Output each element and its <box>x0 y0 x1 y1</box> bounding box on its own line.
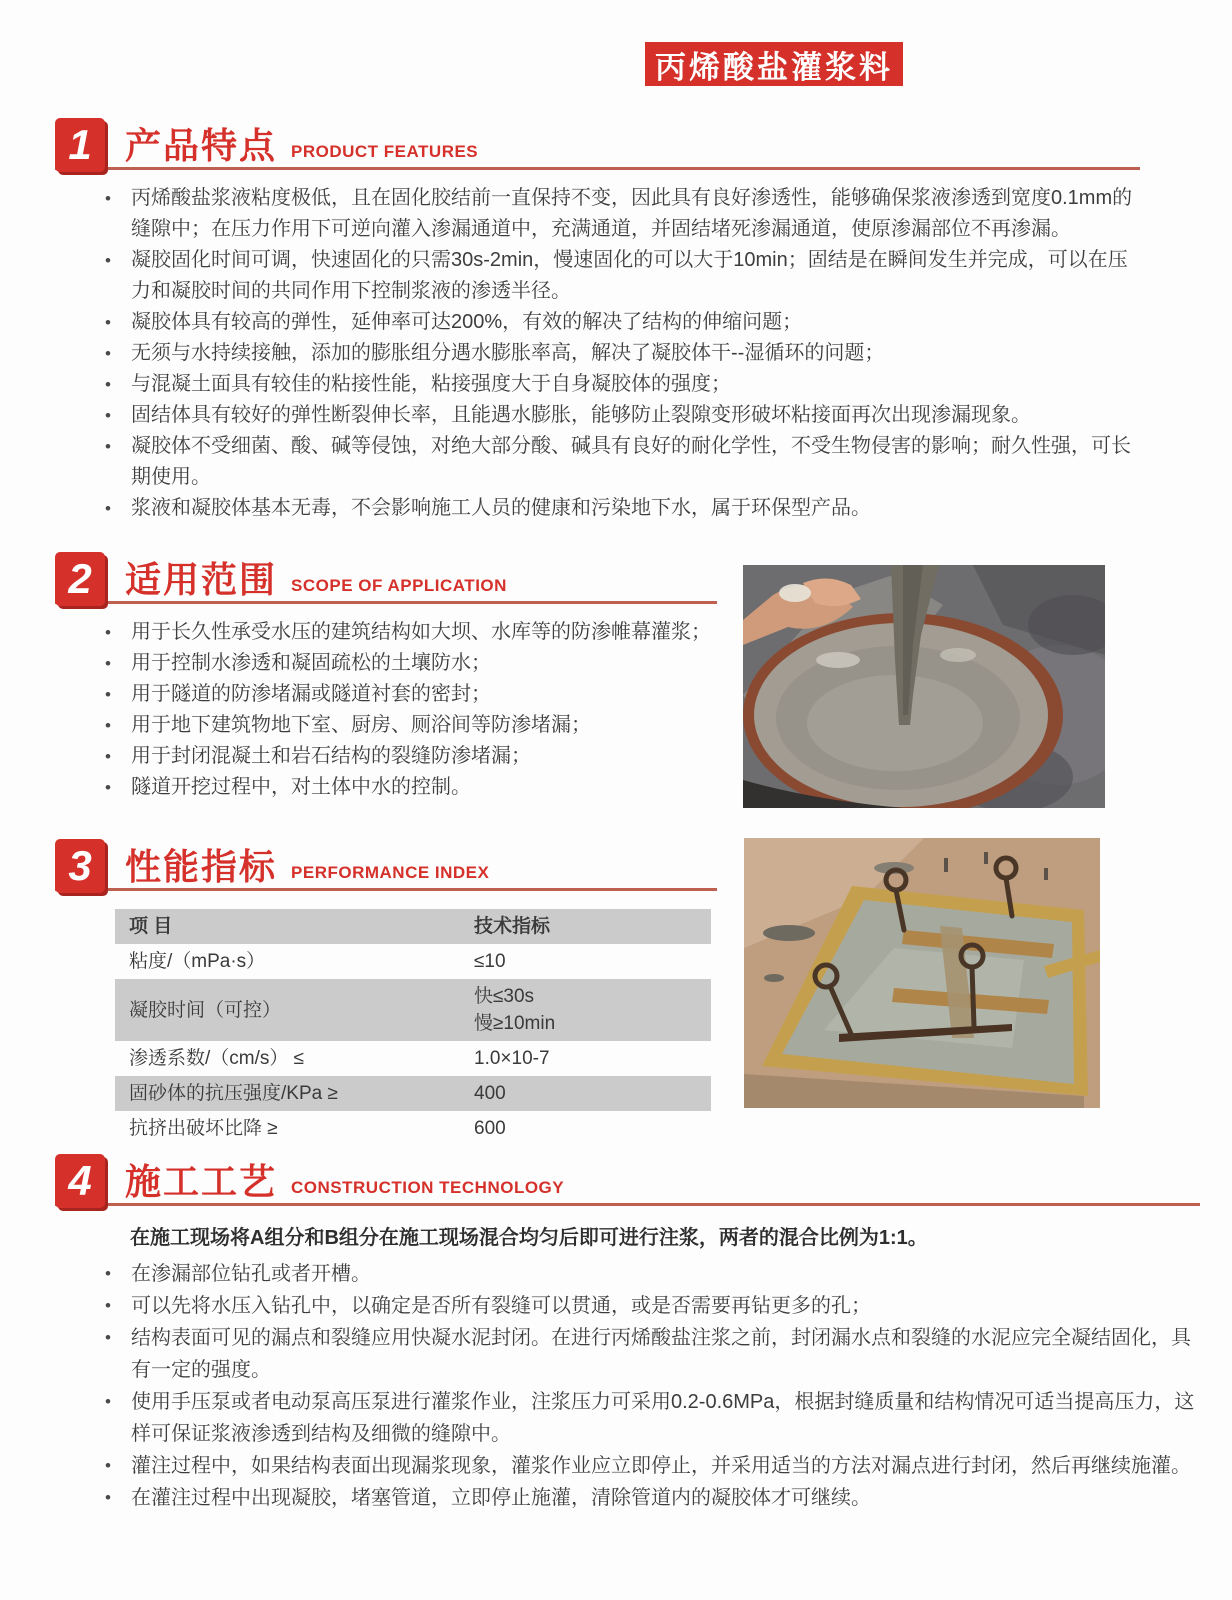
application-scope-list <box>55 617 717 803</box>
list-item <box>105 400 1140 431</box>
section1-title: 产品特点 <box>125 125 278 166</box>
table-cell: 渗透系数/（cm/s） ≤ <box>129 1048 305 1069</box>
bullet-icon: • <box>105 778 111 797</box>
bullet-text: 在灌注过程中出现凝胶，堵塞管道，立即停止施灌，清除管道内的凝胶体才可继续。 <box>131 1487 871 1509</box>
concrete-formwork-photo <box>744 838 1100 1108</box>
list-item <box>105 493 1140 524</box>
section3-title: 性能指标 <box>125 846 278 887</box>
list-item <box>105 369 1140 400</box>
list-item <box>105 1258 1200 1290</box>
bullet-icon: • <box>105 623 111 642</box>
list-item <box>105 307 1140 338</box>
bullet-text: 无须与水持续接触，添加的膨胀组分遇水膨胀率高，解决了凝胶体干--湿循环的问题； <box>131 342 885 364</box>
section-number: 1 <box>68 121 92 168</box>
table-cell: 凝胶时间（可控） <box>129 999 282 1021</box>
list-item <box>105 183 1140 245</box>
bullet-text: 用于隧道的防渗堵漏或隧道衬套的密封； <box>131 683 491 705</box>
table-cell: 技术指标 <box>474 916 551 937</box>
section-construction-technology <box>55 1154 1200 1514</box>
section1-header <box>55 118 1140 170</box>
concrete-formwork-illustration <box>744 838 1100 1108</box>
bullet-icon: • <box>105 685 111 704</box>
bullet-icon: • <box>105 375 111 394</box>
bullet-icon: • <box>105 344 111 363</box>
bullet-icon: • <box>105 747 111 766</box>
bullet-icon: • <box>105 406 111 425</box>
bullet-text: 浆液和凝胶体基本无毒，不会影响施工人员的健康和污染地下水，属于环保型产品。 <box>131 497 871 519</box>
list-item <box>105 431 1140 493</box>
section4-title: 施工工艺 <box>125 1161 278 1202</box>
bullet-text: 用于地下建筑物地下室、厨房、厕浴间等防渗堵漏； <box>131 714 591 736</box>
list-item <box>105 338 1140 369</box>
bullet-icon: • <box>105 499 111 518</box>
bullet-text: 与混凝土面具有较佳的粘接性能，粘接强度大于自身凝胶体的强度； <box>131 373 731 395</box>
table-cell: 400 <box>474 1083 506 1104</box>
table-cell: 1.0×10-7 <box>474 1048 550 1069</box>
section-number: 3 <box>68 842 92 889</box>
bullet-icon: • <box>105 1456 111 1475</box>
section-performance-index <box>55 839 717 1146</box>
bullet-icon: • <box>105 1392 111 1411</box>
bullet-icon: • <box>105 1488 111 1507</box>
bullet-icon: • <box>105 1328 111 1347</box>
table-cell: ≤10 <box>474 951 506 972</box>
section2-number-badge <box>55 552 105 606</box>
product-title: 丙烯酸盐灌浆料 <box>655 49 893 85</box>
table-row <box>115 979 711 1041</box>
list-item <box>105 648 717 679</box>
bullet-icon: • <box>105 716 111 735</box>
section-scope-of-application <box>55 552 717 803</box>
bullet-icon: • <box>105 251 111 270</box>
bullet-text: 使用手压泵或者电动泵高压泵进行灌浆作业，注浆压力可采用0.2-0.6MPa，根据封缝质量和结构情况可适当提高压力，这样可保证浆液渗透到结构及细微的缝隙中。 <box>131 1391 1195 1445</box>
table-row <box>115 1041 711 1076</box>
list-item <box>105 741 717 772</box>
product-features-list <box>55 183 1140 524</box>
bullet-text: 可以先将水压入钻孔中，以确定是否所有裂缝可以贯通，或是否需要再钻更多的孔； <box>131 1295 871 1317</box>
bullet-text: 凝胶体具有较高的弹性，延伸率可达200%，有效的解决了结构的伸缩问题； <box>131 311 803 333</box>
bullet-icon: • <box>105 189 111 208</box>
list-item <box>105 1450 1200 1482</box>
section3-number-badge <box>55 839 105 893</box>
grout-mixing-photo <box>743 565 1105 808</box>
performance-index-table <box>115 909 711 1146</box>
section4-number-badge <box>55 1154 105 1208</box>
bullet-text: 丙烯酸盐浆液粘度极低，且在固化胶结前一直保持不变，因此具有良好渗透性，能够确保浆液渗透到宽度0.1mm的缝隙中；在压力作用下可逆向灌入渗漏通道中，充满通道，并固结堵死渗漏通道，使原渗漏部位不再渗漏。 <box>131 187 1133 240</box>
mixing-ratio-note: 在施工现场将A组分和B组分在施工现场混合均匀后即可进行注浆，两者的混合比例为1:1。 <box>130 1227 928 1249</box>
section4-subtitle: CONSTRUCTION TECHNOLOGY <box>291 1178 565 1197</box>
bullet-icon: • <box>105 1264 111 1283</box>
bullet-icon: • <box>105 313 111 332</box>
section2-header <box>55 552 717 604</box>
list-item <box>105 1482 1200 1514</box>
list-item <box>105 245 1140 307</box>
table-row <box>115 1076 711 1111</box>
list-item <box>105 772 717 803</box>
table-header-row <box>115 909 711 944</box>
section2-title: 适用范围 <box>125 559 278 600</box>
table-cell: 项 目 <box>129 916 173 937</box>
bullet-text: 在渗漏部位钻孔或者开槽。 <box>131 1263 371 1285</box>
section3-subtitle: PERFORMANCE INDEX <box>291 863 490 882</box>
section4-header <box>55 1154 1200 1206</box>
bullet-text: 凝胶固化时间可调，快速固化的只需30s-2min，慢速固化的可以大于10min；固结是在瞬间发生并完成，可以在压力和凝胶时间的共同作用下控制浆液的渗透半径。 <box>131 249 1128 302</box>
section3-header <box>55 839 717 891</box>
list-item <box>105 617 717 648</box>
table-cell: 粘度/（mPa·s） <box>129 951 266 972</box>
list-item <box>105 679 717 710</box>
bullet-icon: • <box>105 437 111 456</box>
grout-mixing-illustration <box>743 565 1105 808</box>
bullet-icon: • <box>105 654 111 673</box>
list-item <box>105 1322 1200 1386</box>
bullet-text: 固结体具有较好的弹性断裂伸长率，且能遇水膨胀，能够防止裂隙变形破坏粘接面再次出现渗漏现象。 <box>131 404 1031 426</box>
table-cell: 快≤30s 慢≥10min <box>474 986 556 1034</box>
table-row <box>115 1111 711 1146</box>
bullet-text: 用于控制水渗透和凝固疏松的土壤防水； <box>131 652 491 674</box>
bullet-text: 结构表面可见的漏点和裂缝应用快凝水泥封闭。在进行丙烯酸盐注浆之前，封闭漏水点和裂缝的水泥应完全凝结固化，具有一定的强度。 <box>131 1327 1191 1381</box>
section-number: 2 <box>68 555 92 602</box>
product-title-banner <box>645 42 903 86</box>
section1-number-badge <box>55 118 105 172</box>
section-product-features <box>55 118 1140 524</box>
bullet-text: 用于封闭混凝土和岩石结构的裂缝防渗堵漏； <box>131 745 531 767</box>
bullet-text: 灌注过程中，如果结构表面出现漏浆现象，灌浆作业应立即停止，并采用适当的方法对漏点进行封闭，然后再继续施灌。 <box>131 1455 1191 1477</box>
section1-subtitle: PRODUCT FEATURES <box>291 142 479 161</box>
table-row <box>115 944 711 979</box>
table-cell: 抗挤出破坏比降 ≥ <box>129 1118 278 1139</box>
list-item <box>105 1386 1200 1450</box>
section2-subtitle: SCOPE OF APPLICATION <box>291 576 507 595</box>
table-cell: 600 <box>474 1118 506 1139</box>
bullet-icon: • <box>105 1296 111 1315</box>
list-item <box>105 710 717 741</box>
list-item <box>105 1290 1200 1322</box>
bullet-text: 凝胶体不受细菌、酸、碱等侵蚀，对绝大部分酸、碱具有良好的耐化学性，不受生物侵害的影响；耐久性强，可长期使用。 <box>131 435 1131 488</box>
bullet-text: 隧道开挖过程中，对土体中水的控制。 <box>131 776 471 798</box>
bullet-text: 用于长久性承受水压的建筑结构如大坝、水库等的防渗帷幕灌浆； <box>131 621 711 643</box>
table-cell: 固砂体的抗压强度/KPa ≥ <box>129 1083 338 1104</box>
construction-steps-list <box>55 1258 1200 1514</box>
section-number: 4 <box>68 1157 92 1204</box>
